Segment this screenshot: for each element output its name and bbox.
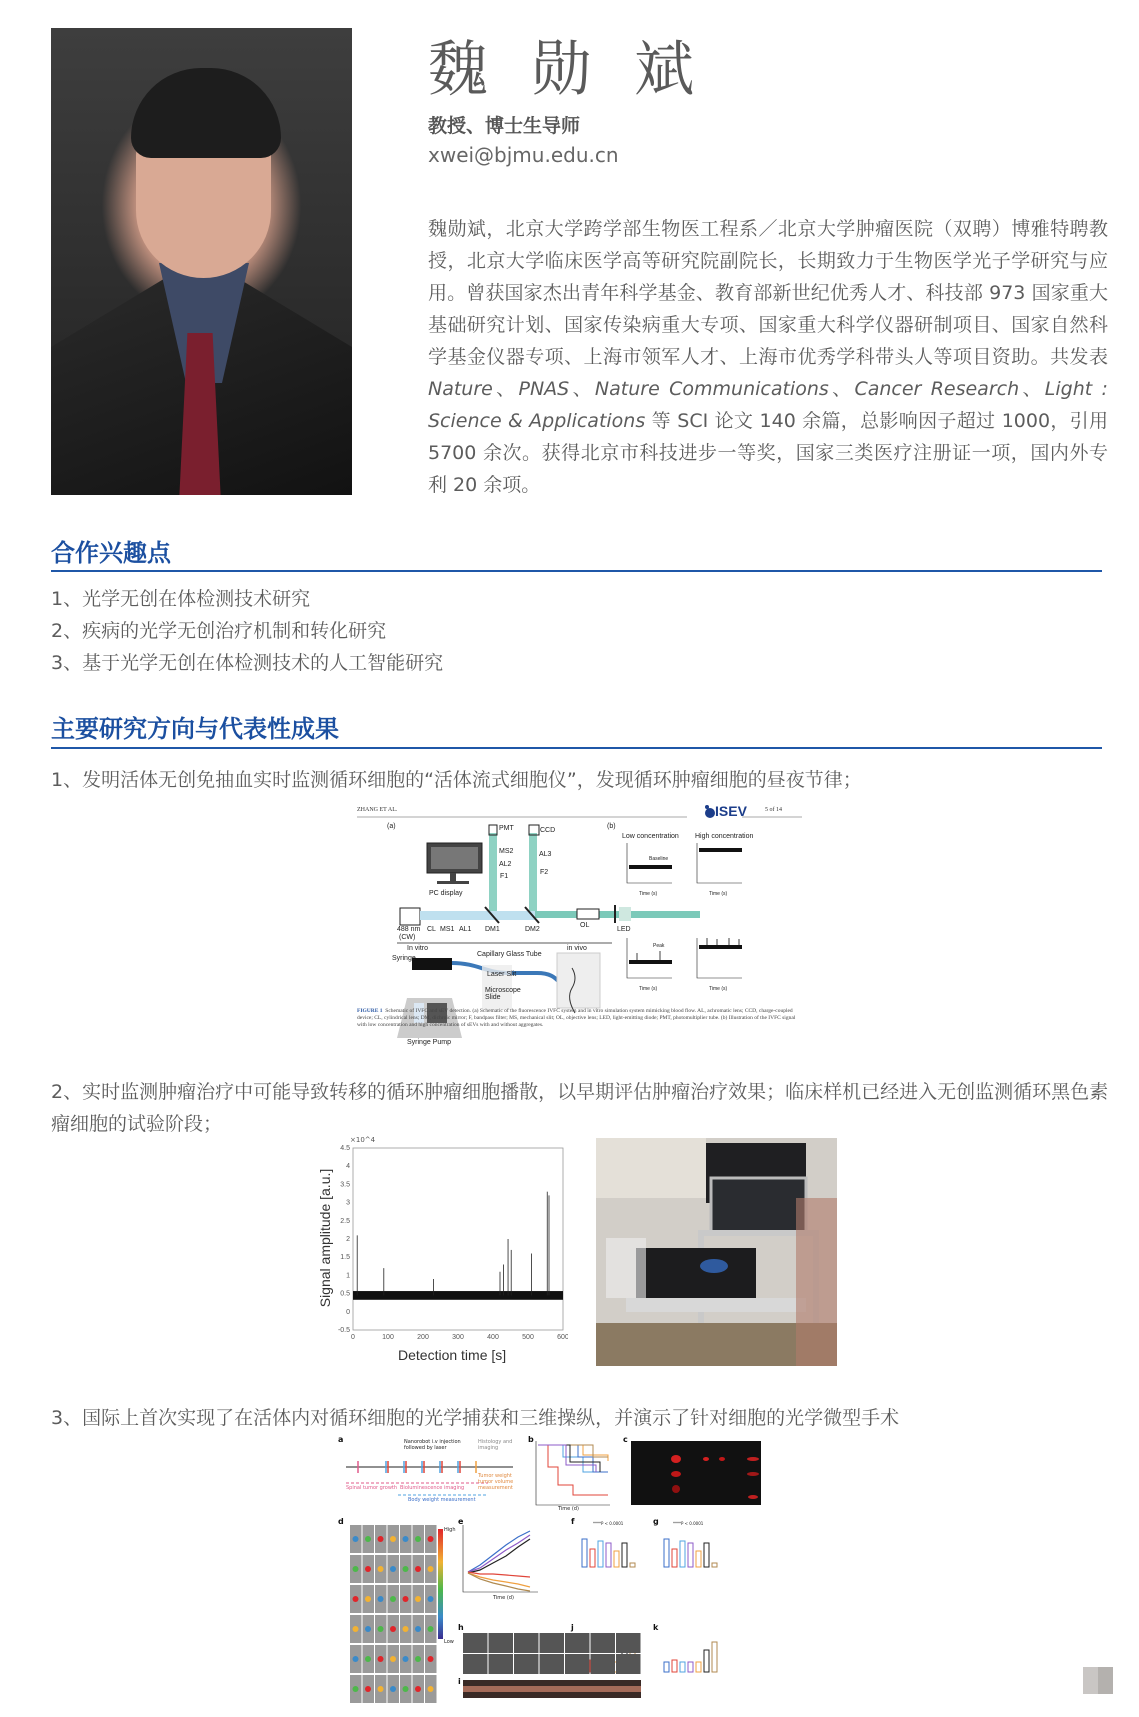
svg-text:3.5: 3.5 — [340, 1181, 350, 1189]
panel-label: b — [528, 1435, 534, 1444]
research-item-3: 3、国际上首次实现了在活体内对循环细胞的光学捕获和三维操纵，并演示了针对细胞的光学微型手术 — [51, 1407, 900, 1429]
label: PMT — [499, 825, 514, 832]
section-divider — [51, 570, 1102, 572]
annotation: Bioluminescence imaging — [400, 1485, 465, 1491]
panel-label: (b) — [607, 823, 616, 830]
svg-text:1.5: 1.5 — [340, 1254, 350, 1262]
significance: ****P < 0.0001 — [593, 1521, 624, 1526]
label: DM2 — [525, 926, 540, 933]
label: F1 — [500, 873, 509, 880]
bio-text: 魏勋斌，北京大学跨学部生物医工程系／北京大学肿瘤医院（双聘）博雅特聘教授，北京大学临床医学高等研究院副院长，长期致力于生物医学光子学研究与应用。曾获国家杰出青年科学基金、教育部新世纪优秀人才、科技部 973 国家重大基础研究计划、国家传染病重大专项、国家重大科学仪器研制项目、国家自然科学基金仪器专项、上海市领军人才、上海市优秀学科带头人等项目资助。共发表 — [428, 218, 1108, 368]
journal-name: PNAS — [518, 378, 570, 400]
svg-text:2: 2 — [346, 1236, 350, 1243]
svg-text:2.5: 2.5 — [340, 1217, 350, 1225]
list-item: 2、疾病的光学无创治疗机制和转化研究 — [51, 620, 387, 642]
figure-header: ZHANG ET AL. — [357, 807, 398, 813]
svg-text:4.5: 4.5 — [340, 1145, 350, 1152]
label: Syringe — [392, 955, 416, 962]
bio-text: 、 — [828, 378, 855, 400]
svg-text:400: 400 — [487, 1334, 499, 1341]
person-name: 魏 勋 斌 — [428, 35, 707, 105]
list-item: 1、光学无创在体检测技术研究 — [51, 588, 311, 610]
axis-label: Time (s) — [709, 891, 728, 897]
journal-name: Light : Science & Applications — [428, 378, 1108, 432]
annotation: Tumor weight tumor volume measurement — [478, 1473, 514, 1491]
svg-text:600: 600 — [557, 1334, 568, 1341]
section-heading-cooperation: 合作兴趣点 — [51, 539, 171, 567]
research-item-1: 1、发明活体无创免抽血实时监测循环细胞的“活体流式细胞仪”，发现循环肿瘤细胞的昼夜节律； — [51, 769, 862, 791]
label: OL — [580, 922, 590, 929]
label: AL3 — [539, 851, 552, 858]
column-label: High concentration — [695, 833, 754, 840]
scale-label: Low — [444, 1639, 454, 1645]
annotation: Peak — [653, 943, 665, 949]
portrait-photo — [51, 28, 352, 495]
label: In vitro — [407, 945, 429, 952]
label: DM1 — [485, 926, 500, 933]
section-heading-research: 主要研究方向与代表性成果 — [51, 715, 339, 743]
label: AL1 — [459, 926, 472, 933]
panel-label: a — [338, 1435, 344, 1444]
page-number: 5 of 14 — [765, 807, 782, 813]
bio-text: 、 — [492, 378, 519, 400]
bio-text: 等 SCI 论文 140 余篇，总影响因子超过 1000，引用 5700 余次。获得北京市科技进步一等奖，国家三类医疗注册证一项，国内外专利 20 余项。 — [428, 410, 1108, 496]
label: CCD — [540, 827, 556, 834]
axis-label: Time (d) — [493, 1595, 514, 1601]
annotation: Body weight measurement — [408, 1497, 476, 1503]
signal-amplitude-chart — [317, 1136, 568, 1365]
svg-text:100: 100 — [382, 1334, 394, 1341]
svg-text:3: 3 — [346, 1199, 350, 1207]
panel-label: j — [571, 1623, 574, 1632]
cooperation-list — [51, 583, 443, 679]
label: MS2 — [499, 848, 514, 855]
section-divider — [51, 747, 1102, 749]
panel-label: (a) — [387, 823, 396, 830]
axis-label: Time (s) — [639, 891, 658, 897]
annotation: Histology and imaging — [478, 1439, 513, 1451]
panel-label: i — [458, 1677, 461, 1686]
bio-text: 、 — [1019, 378, 1045, 400]
panel-label: d — [338, 1517, 344, 1526]
thumbnail-handle[interactable] — [1083, 1667, 1113, 1694]
label: 488 nm — [397, 926, 421, 933]
research-item-2: 2、实时监测肿瘤治疗中可能导致转移的循环肿瘤细胞播散，以早期评估肿瘤治疗效果；临床样机已经进入无创监测循环黑色素瘤细胞的试验阶段； — [51, 1081, 1109, 1135]
label: AL2 — [499, 861, 512, 868]
y-axis-label: Signal amplitude [a.u.] — [317, 1168, 333, 1308]
panel-label: f — [571, 1517, 575, 1526]
figure-ivfc-schematic — [357, 803, 802, 1055]
person-title: 教授、博士生导师 — [428, 115, 581, 137]
label: LED — [617, 926, 631, 933]
annotation: Baseline — [649, 856, 669, 862]
journal-name: Nature — [428, 378, 493, 400]
axis-label: Time (s) — [639, 986, 658, 992]
label: PC display — [429, 890, 463, 897]
scale-label: High — [444, 1527, 456, 1533]
clinical-prototype-photo — [596, 1138, 837, 1366]
label: Syringe Pump — [407, 1039, 451, 1046]
journal-name: Nature Communications — [594, 378, 829, 400]
label: Laser Slit — [487, 971, 517, 978]
figure-nanorobot-therapy — [338, 1437, 763, 1713]
label: Capillary Glass Tube — [477, 951, 542, 958]
svg-text:0.5: 0.5 — [340, 1290, 350, 1298]
annotation: Nanorobot i.v injection followed by laser — [404, 1439, 461, 1451]
label: F2 — [540, 869, 549, 876]
label: Microscope Slide — [485, 987, 521, 1001]
caption-text: Schematic of IVFC and sEV detection. (a) Schematic of the fluorescence IVFC system and in vitro simulation system mimicking blood flow. AL, achromatic lens; CCD, charge-coupled device; CL, cylindrical lens; DM, dichroic mirror; F, bandpass filter; MS, mechanical slit; OL, objective lens; LED, light-emitting diode; PMT, photomultiplier tube. (b) Illustration of the IVFC signal with low concentration and high concentration of sEVs with and without aggregates. — [357, 1008, 796, 1028]
svg-text:-0.5: -0.5 — [337, 1327, 350, 1334]
label: CL — [427, 926, 436, 933]
biography — [428, 213, 1108, 501]
axis-label: Time (d) — [558, 1506, 579, 1512]
journal-name: Cancer Research — [854, 378, 1020, 400]
panel-label: h — [458, 1623, 464, 1632]
svg-text:4: 4 — [346, 1163, 350, 1171]
list-item: 3、基于光学无创在体检测技术的人工智能研究 — [51, 652, 444, 674]
svg-text:1: 1 — [346, 1272, 350, 1280]
panel-label: e — [458, 1517, 464, 1526]
annotation: Spinal tumor growth — [346, 1485, 398, 1491]
panel-label: k — [653, 1623, 659, 1632]
column-label: Low concentration — [622, 833, 679, 840]
panel-label: c — [623, 1435, 628, 1444]
bio-text: 、 — [569, 378, 595, 400]
label: in vivo — [567, 945, 587, 952]
label: (CW) — [399, 934, 416, 941]
axis-label: Time (s) — [709, 986, 728, 992]
caption-label: FIGURE 1 — [357, 1008, 383, 1014]
email-link[interactable]: xwei@bjmu.edu.cn — [428, 143, 619, 167]
svg-text:500: 500 — [522, 1334, 534, 1341]
svg-text:0: 0 — [351, 1334, 355, 1341]
y-multiplier: ×10^4 — [350, 1136, 376, 1144]
isev-logo: ISEV — [715, 803, 747, 819]
svg-text:200: 200 — [417, 1334, 429, 1341]
svg-text:0: 0 — [346, 1308, 350, 1316]
svg-text:300: 300 — [452, 1334, 464, 1341]
x-axis-label: Detection time [s] — [398, 1347, 507, 1363]
label: MS1 — [440, 926, 455, 933]
panel-label: g — [653, 1517, 659, 1526]
significance: ****P < 0.0001 — [673, 1521, 704, 1526]
figure-caption — [357, 1008, 802, 1029]
